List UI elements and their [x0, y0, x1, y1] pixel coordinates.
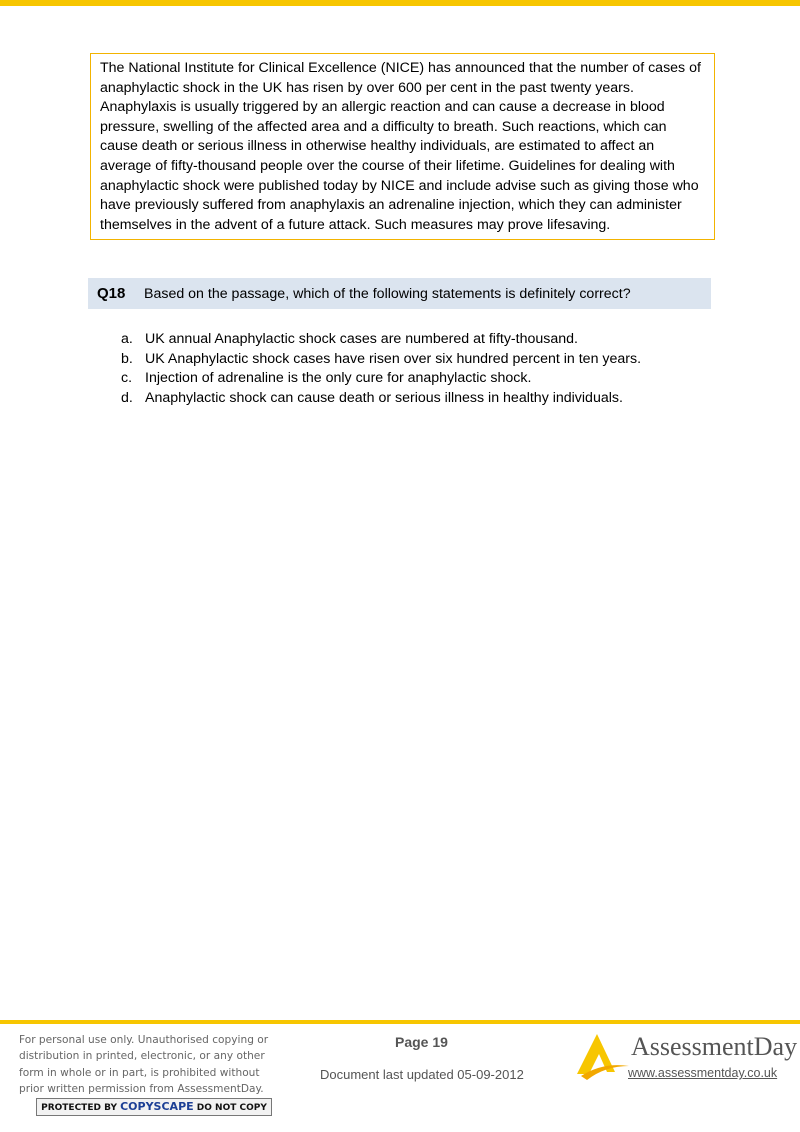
option-a[interactable] [121, 330, 641, 350]
brand-name: AssessmentDay [631, 1032, 798, 1061]
option-b[interactable] [121, 350, 641, 370]
option-d[interactable] [121, 389, 641, 409]
notice-line: distribution in printed, electronic, or any other [19, 1050, 265, 1063]
notice-line: prior written permission from AssessmentDay. [19, 1082, 264, 1095]
question-number: Q18 [97, 285, 126, 302]
passage-text: The National Institute for Clinical Excellence (NICE) has announced that the number of cases of anaphylactic shock in the UK has risen by over 600 per cent in the past twenty years. Anaphylaxis is usually triggered by an allergic reaction and can cause a decrease in blood pressure, swelling of the affected area and a difficulty to breath. Such reactions, which can cause death or serious illness in otherwise healthy individuals, are estimated to affect an average of fifty-thousand people over the course of their lifetime. Guidelines for dealing with anaphylactic shock were published today by NICE and include advise such as giving those who have previously suffered from anaphylaxis an adrenaline injection, which they can administer themselves in the advent of a future attack. Such measures may prove lifesaving. [100, 60, 701, 233]
answer-options [121, 330, 641, 408]
copyscape-prefix: PROTECTED BY [41, 1103, 117, 1113]
option-letter: c. [121, 370, 133, 386]
option-text: Anaphylactic shock can cause death or serious illness in healthy individuals. [145, 389, 623, 406]
copyscape-suffix: DO NOT COPY [196, 1103, 267, 1113]
page-number: Page 19 [395, 1034, 448, 1050]
option-text: UK Anaphylactic shock cases have risen over six hundred percent in ten years. [145, 350, 642, 367]
notice-line: For personal use only. Unauthorised copying or [19, 1034, 269, 1046]
option-letter: d. [121, 389, 133, 406]
footer-accent-bar [0, 1020, 800, 1024]
notice-line: form in whole or in part, is prohibited without [19, 1066, 260, 1079]
option-letter: b. [121, 350, 133, 367]
question-header [88, 278, 711, 309]
assessmentday-logo-icon [577, 1032, 629, 1080]
copyscape-badge[interactable] [36, 1098, 272, 1116]
copyscape-brand: COPYSCAPE [120, 1100, 194, 1113]
brand-url-link[interactable]: www.assessmentday.co.uk [628, 1066, 778, 1080]
option-letter: a. [121, 331, 133, 347]
option-text: UK annual Anaphylactic shock cases are numbered at fifty-thousand. [145, 331, 578, 347]
question-text: Based on the passage, which of the following statements is definitely correct? [144, 286, 631, 302]
copyright-notice [19, 1032, 299, 1097]
last-updated: Document last updated 05-09-2012 [320, 1067, 524, 1082]
top-accent-bar [0, 0, 800, 6]
option-c[interactable] [121, 369, 641, 389]
option-text: Injection of adrenaline is the only cure for anaphylactic shock. [145, 370, 532, 386]
passage-box [90, 53, 715, 240]
